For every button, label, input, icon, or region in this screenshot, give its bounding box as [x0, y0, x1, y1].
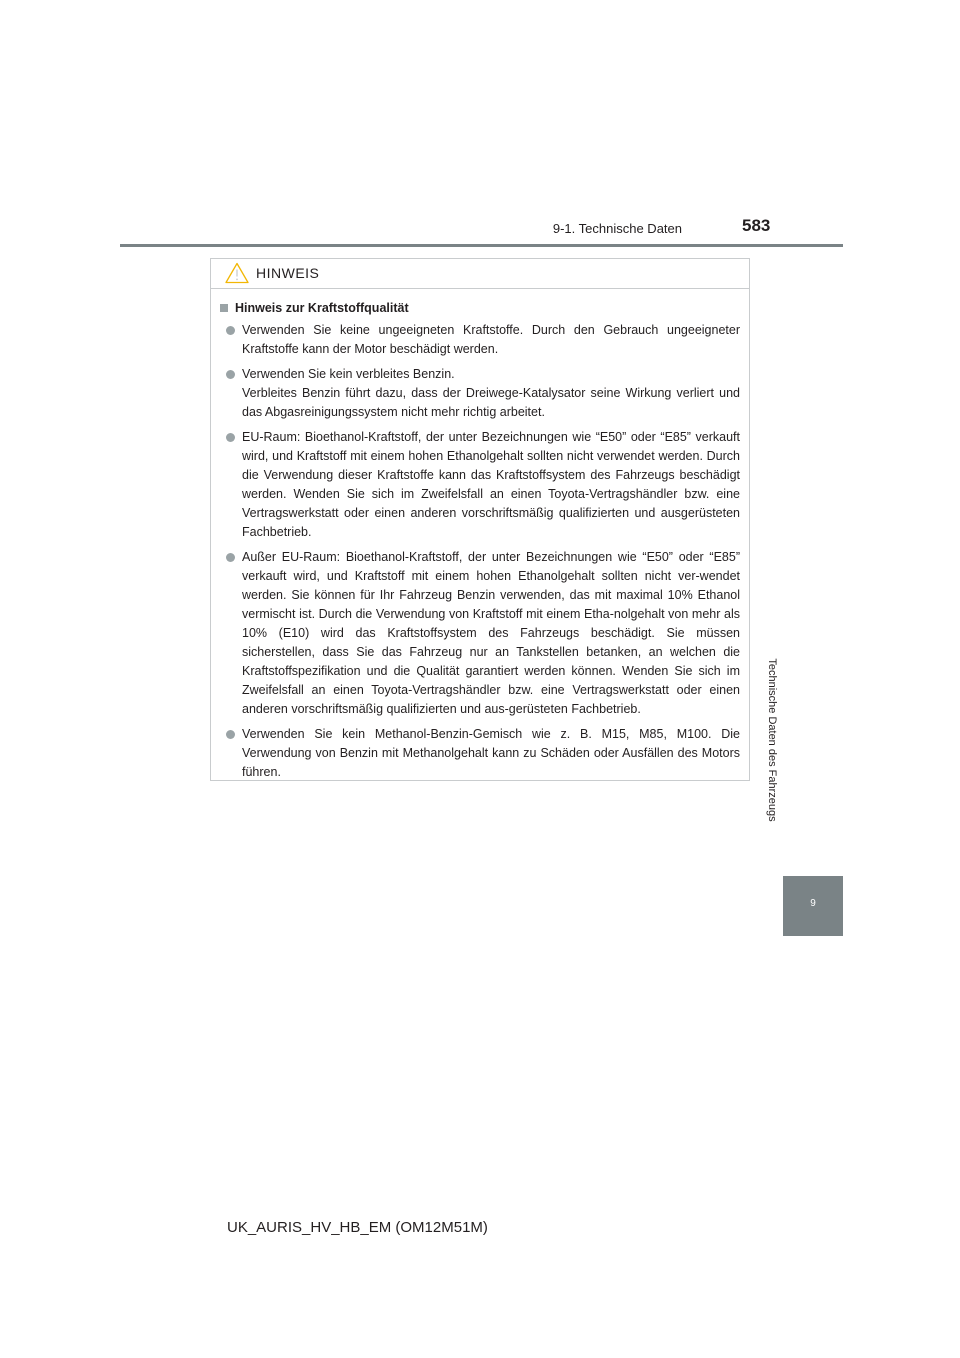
- bullet-dot-icon: [226, 730, 235, 739]
- bullet-dot-icon: [226, 326, 235, 335]
- notice-title: HINWEIS: [256, 265, 320, 281]
- bullet-item: [219, 321, 740, 359]
- notice-subheading: [219, 301, 740, 315]
- notice-content: [211, 289, 749, 782]
- bullet-text: Außer EU-Raum: Bioethanol-Kraftstoff, der unter Bezeichnungen wie “E50” oder “E85” verkauft wird, und Kraftstoff mit einem hohen Ethanolgehalt sollten nicht ver-wendet werden. Sie können für Ihr Fahrzeug Benzin verwenden, das mit maximal 10% Ethanol vermischt ist. Durch die Verwendung von Kraftstoff mit einem Etha-nolgehalt von mehr als 10% (E10) wird das Kraftstoffsystem des Fahrzeugs beschädigt. Sie müssen sicherstellen, dass Sie das Fahrzeug nur an Tankstellen betanken, an welchen die Kraftstoffspezifikation und die Qualität garantiert werden können. Wenden Sie sich im Zweifelsfall an einen Toyota-Vertragshändler bzw. eine Vertragswerkstatt oder einen anderen vorschriftsmäßig qualifizierten und aus-gerüsteten Fachbetrieb.: [242, 550, 740, 716]
- chapter-tab: [783, 876, 843, 936]
- bullet-text: Verwenden Sie kein Methanol-Benzin-Gemisch wie z. B. M15, M85, M100. Die Verwendung von Benzin mit Methanolgehalt kann zu Schäden oder Ausfällen des Motors führen.: [242, 727, 740, 779]
- notice-box: [210, 258, 750, 781]
- bullet-dot-icon: [226, 433, 235, 442]
- chapter-number: 9: [810, 898, 816, 909]
- bullet-dot-icon: [226, 553, 235, 562]
- bullet-item: [219, 365, 740, 422]
- side-tab-label: Technische Daten des Fahrzeugs: [766, 658, 778, 822]
- bullet-item: [219, 548, 740, 719]
- bullet-text: Verwenden Sie keine ungeeigneten Kraftstoffe. Durch den Gebrauch ungeeigneter Kraftstoffe kann der Motor beschädigt werden.: [242, 323, 740, 356]
- bullet-dot-icon: [226, 370, 235, 379]
- bullet-item: [219, 428, 740, 542]
- page-number: 583: [742, 216, 771, 235]
- bullet-item: [219, 725, 740, 782]
- subheading-text: Hinweis zur Kraftstoffqualität: [235, 301, 409, 315]
- section-title: 9-1. Technische Daten: [552, 221, 682, 236]
- header-rule: [120, 244, 843, 247]
- bullet-text: Verwenden Sie kein verbleites Benzin. Verbleites Benzin führt dazu, dass der Dreiwege-Katalysator seine Wirkung verliert und das Abgasreinigungssystem nicht mehr richtig arbeitet.: [242, 367, 740, 419]
- warning-triangle-icon: [225, 262, 249, 289]
- footer-document-code: UK_AURIS_HV_HB_EM (OM12M51M): [227, 1219, 488, 1236]
- notice-header: [211, 259, 749, 289]
- bullet-text: EU-Raum: Bioethanol-Kraftstoff, der unter Bezeichnungen wie “E50” oder “E85” verkauft wird, und Kraftstoff mit einem hohen Ethanolgehalt sollten nicht verwendet werden. Durch die Verwendung dieser Kraftstoffe kann das Kraftstoffsystem des Fahrzeugs beschädigt werden. Wenden Sie sich im Zweifelsfall an einen Toyota-Vertragshändler bzw. eine Vertragswerkstatt oder einen anderen vorschriftsmäßig qualifizierten und ausgerüsteten Fachbetrieb.: [242, 430, 740, 539]
- square-bullet-icon: [220, 304, 228, 312]
